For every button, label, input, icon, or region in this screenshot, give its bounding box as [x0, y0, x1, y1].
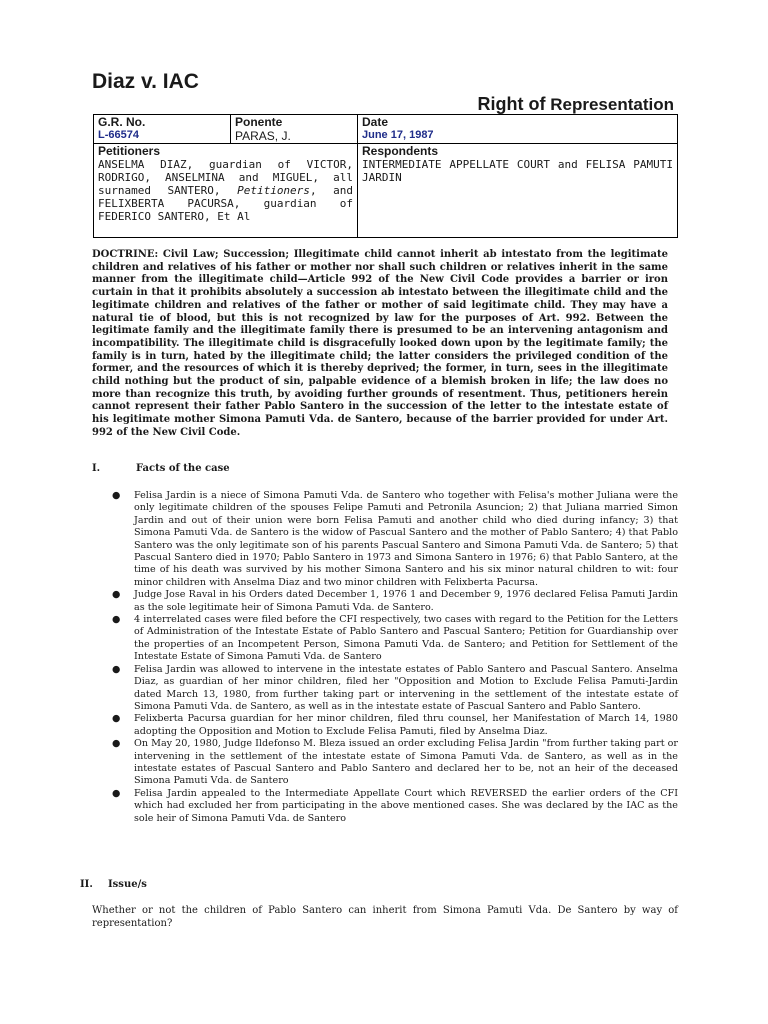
ponente-value: PARAS, J.	[235, 129, 291, 143]
list-item	[110, 738, 678, 788]
gr-value: L-66574	[98, 129, 139, 141]
petitioners-label: Petitioners	[98, 144, 161, 158]
fact-text: Felisa Jardin was allowed to intervene in the intestate estates of Pablo Santero and Pascual Santero. Anselma Diaz, as guardian of her minor children, filed her "Opposition and Motion to Exclude Felisa Pamuti-Jardin dated March 13, 1980, from further taking part or intervening in the settlement of the intestate estate of Simona Pamuti Vda. de Santero, as well as in the intestate estate of Pascual Santero and Pablo Santero.	[134, 663, 678, 712]
section-title: Facts of the case	[136, 463, 230, 474]
date-value: June 17, 1987	[362, 129, 434, 141]
bullet-icon: ●	[112, 589, 121, 601]
subtitle-part-1: Right of	[477, 94, 546, 114]
section-number: I.	[92, 463, 101, 474]
fact-text: 4 interrelated cases were filed before the CFI respectively, two cases with regard to the Petition for the Letters of Administration of the Intestate Estate of Pablo Santero and Pascual Santero; Petition for Guardianship over the properties of an Incompetent Person, Simona Pamuti Vda. de Santero; and Petition for Settlement of the Intestate Estate of Simona Pamuti Vda. de Santero	[134, 614, 678, 663]
ponente-cell	[231, 115, 358, 144]
section-number: II.	[80, 879, 93, 890]
fact-text: On May 20, 1980, Judge Ildefonso M. Bleza issued an order excluding Felisa Jardin "from further taking part or intervening in the settlement of the intestate estate of Simona Pamuti Vda. de Santero, as well as in the intestate estates of Pascual Santero and Pablo Santero and declared her to be, not an heir of the deceased Simona Pamuti Vda. de Santero	[134, 738, 678, 787]
list-item	[110, 664, 678, 714]
respondents-value: INTERMEDIATE APPELLATE COURT and FELISA PAMUTI JARDIN	[362, 158, 673, 184]
bullet-icon: ●	[112, 787, 121, 799]
fact-text: Felixberta Pacursa guardian for her minor children, filed thru counsel, her Manifestation of March 14, 1980 adopting the Opposition and Motion to Exclude Felisa Pamuti, filed by Anselma Diaz.	[134, 713, 678, 737]
ponente-label: Ponente	[235, 115, 283, 129]
gr-cell	[94, 115, 231, 144]
respondents-label: Respondents	[362, 144, 439, 158]
fact-text: Felisa Jardin appealed to the Intermediate Appellate Court which REVERSED the earlier orders of the CFI which had excluded her from participating in the above mentioned cases. She was declared by the IAC as the sole heir of Simona Pamuti Vda. de Santero	[134, 787, 678, 824]
doctrine-paragraph: DOCTRINE: Civil Law; Succession; Illegitimate child cannot inherit ab intestato from the legitimate children and relatives of his father or mother nor shall such children or relatives inherit in the same manner from the illegitimate child—Article 992 of the New Civil Code provides a barrier or iron curtain in that it prohibits absolutely a succession ab intestato between the illegitimate child and the legitimate children and relatives of the father or mother of said legitimate child. They may have a natural tie of blood, but this is not recognized by law for the purposes of Art. 992. Between the legitimate family and the illegitimate family there is presumed to be an intervening antagonism and incompatibility. The illegitimate child is disgracefully looked down upon by the legitimate family; the family is in turn, hated by the illegitimate child; the latter considers the privileged condition of the former, and the resources of which it is thereby deprived; the former, in turn, sees in the illegitimate child nothing but the product of sin, palpable evidence of a blemish broken in life; the law does no more than recognize this truth, by avoiding further grounds of resentment. Thus, petitioners herein cannot represent their father Pablo Santero in the succession of the letter to the intestate estate of his legitimate mother Simona Pamuti Vda. de Santero, because of the barrier provided for under Art. 992 of the New Civil Code.	[92, 249, 668, 438]
document-title: Diaz v. IAC	[92, 70, 199, 93]
list-item	[110, 490, 678, 589]
subtitle-part-2: Representation	[545, 95, 674, 114]
bullet-icon: ●	[112, 614, 121, 626]
petitioners-value	[98, 158, 353, 223]
date-cell	[358, 115, 678, 144]
petitioners-text-2: , and FELIXBERTA PACURSA, guardian of FEDERICO SANTERO, Et Al	[98, 184, 353, 223]
date-label: Date	[362, 115, 389, 129]
section-title: Issue/s	[108, 879, 147, 890]
issue-text: Whether or not the children of Pablo Santero can inherit from Simona Pamuti Vda. De Santero by way of representation?	[92, 905, 678, 929]
petitioners-cell	[94, 144, 358, 238]
gr-label: G.R. No.	[98, 115, 146, 129]
respondents-cell	[358, 144, 678, 238]
facts-list	[110, 490, 678, 825]
case-info-table	[93, 114, 678, 238]
document-subtitle	[478, 94, 674, 115]
list-item	[110, 788, 678, 825]
list-item	[110, 713, 678, 738]
petitioners-text-1: ANSELMA DIAZ, guardian of VICTOR, RODRIGO, ANSELMINA and MIGUEL, all surnamed SANTERO,	[98, 158, 353, 197]
fact-text: Felisa Jardin is a niece of Simona Pamuti Vda. de Santero who together with Felisa's mother Juliana were the only legitimate children of the spouses Felipe Pamuti and Petronila Asuncion; 2) that Juliana married Simon Jardin and out of their union were born Felisa Pamuti and another child who died during infancy; 3) that Simona Pamuti Vda. de Santero is the widow of Pascual Santero and the mother of Pablo Santero; 4) that Pablo Santero was the only legitimate son of his parents Pascual Santero and Simona Pamuti Vda. de Santero; 5) that Pascual Santero died in 1970; Pablo Santero in 1973 and Simona Santero in 1976; 6) that Pablo Santero, at the time of his death was survived by his mother Simona Santero and his six minor natural children to wit: four minor children with Anselma Diaz and two minor children with Felixberta Pacursa.	[134, 490, 678, 588]
list-item	[110, 589, 678, 614]
bullet-icon: ●	[112, 490, 121, 501]
fact-text: Judge Jose Raval in his Orders dated December 1, 1976 1 and December 9, 1976 declared Felisa Pamuti Jardin as the sole legitimate heir of Simona Pamuti Vda. de Santero.	[134, 589, 678, 613]
list-item	[110, 614, 678, 664]
section-issues-heading	[80, 879, 147, 890]
bullet-icon: ●	[112, 713, 121, 725]
section-facts-heading	[92, 463, 668, 474]
bullet-icon: ●	[112, 663, 121, 675]
bullet-icon: ●	[112, 738, 121, 750]
petitioners-italic: Petitioners	[237, 184, 310, 197]
